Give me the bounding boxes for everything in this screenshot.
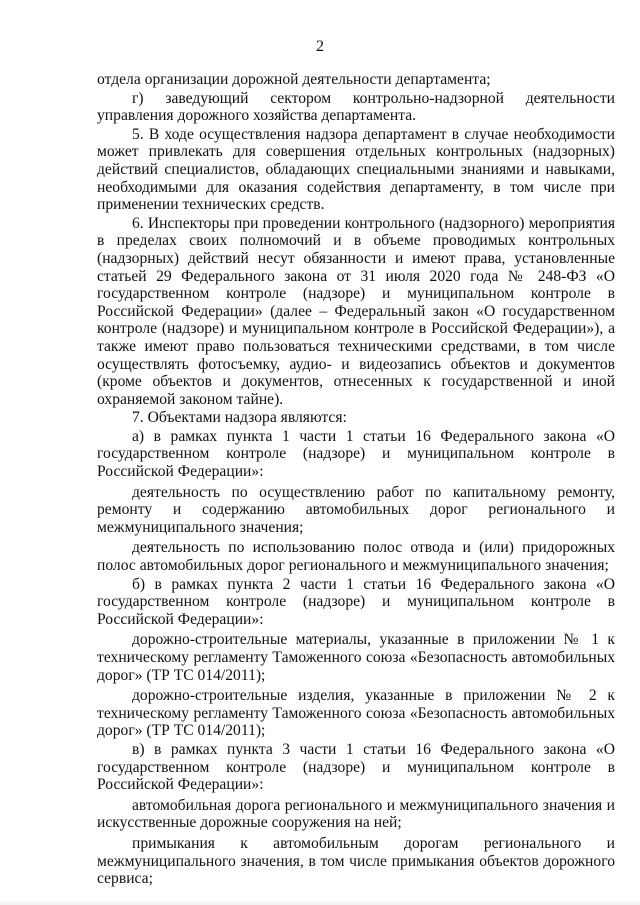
paragraph-item-a: а) в рамках пункта 1 части 1 статьи 16 Федерального закона «О государственном контроле (надзоре) и муниципальном контроле в Российской Федерации»: xyxy=(97,427,615,481)
document-body xyxy=(97,71,615,889)
paragraph-activity-right-of-way: деятельность по использованию полос отвода и (или) придорожных полос автомобильных дорог регионального и межмуниципального значения; xyxy=(97,539,615,575)
paragraph-clause-5: 5. В ходе осуществления надзора департамент в случае необходимости может привлекать для совершения отдельных контрольных (надзорных) действий специалистов, обладающих специальными знаниями и навыками, необходимыми для оказания содействия департаменту, в том числе при применении технических средств. xyxy=(97,125,615,214)
page-number: 2 xyxy=(316,38,324,55)
paragraph-clause-6: 6. Инспекторы при проведении контрольного (надзорного) мероприятия в пределах своих полномочий и в объеме проводимых контрольных (надзорных) действий несут обязанности и имеют права, установленные статьей 29 Федерального закона от 31 июля 2020 года № 248-ФЗ «О государственном контроле (надзоре) и муниципальном контроле в Российской Федерации» (далее – Федеральный закон «О государственном контроле (надзоре) и муниципальном контроле в Российской Федерации»), а также имеют право пользоваться техническими средствами, в том числе осуществлять фотосъемку, аудио- и видеозапись объектов и документов (кроме объектов и документов, отнесенных к государственной и иной охраняемой законом тайне). xyxy=(97,214,615,408)
paragraph-products: дорожно-строительные изделия, указанные в приложении № 2 к техническому регламенту Таможенного союза «Безопасность автомобильных дорог» (ТР ТС 014/2011); xyxy=(97,687,615,740)
paragraph-item-v: в) в рамках пункта 3 части 1 статьи 16 Федерального закона «О государственном контроле (надзоре) и муниципальном контроле в Российской Федерации»: xyxy=(97,740,615,794)
paragraph-continuation: отдела организации дорожной деятельности департамента; xyxy=(97,71,491,88)
paragraph-item-b: б) в рамках пункта 2 части 1 статьи 16 Федерального закона «О государственном контроле (надзоре) и муниципальном контроле в Российской Федерации»: xyxy=(97,575,615,628)
paragraph-road: автомобильная дорога регионального и межмуниципального значения и искусственные дорожные сооружения на ней; xyxy=(97,796,615,832)
paragraph-activity-repair: деятельность по осуществлению работ по капитальному ремонту, ремонту и содержанию автомобильных дорог регионального и межмуниципального значения; xyxy=(97,483,615,536)
paragraph-item-g: г) заведующий сектором контрольно-надзорной деятельности управления дорожного хозяйства департамента. xyxy=(97,89,615,125)
scan-edge xyxy=(0,899,640,905)
paragraph-clause-7: 7. Объектами надзора являются: xyxy=(132,409,347,427)
paragraph-junctions: примыкания к автомобильным дорогам регионального и межмуниципального значения, в том числе примыкания объектов дорожного сервиса; xyxy=(97,834,615,888)
paragraph-materials: дорожно-строительные материалы, указанные в приложении № 1 к техническому регламенту Таможенного союза «Безопасность автомобильных дорог» (ТР ТС 014/2011); xyxy=(97,631,615,684)
